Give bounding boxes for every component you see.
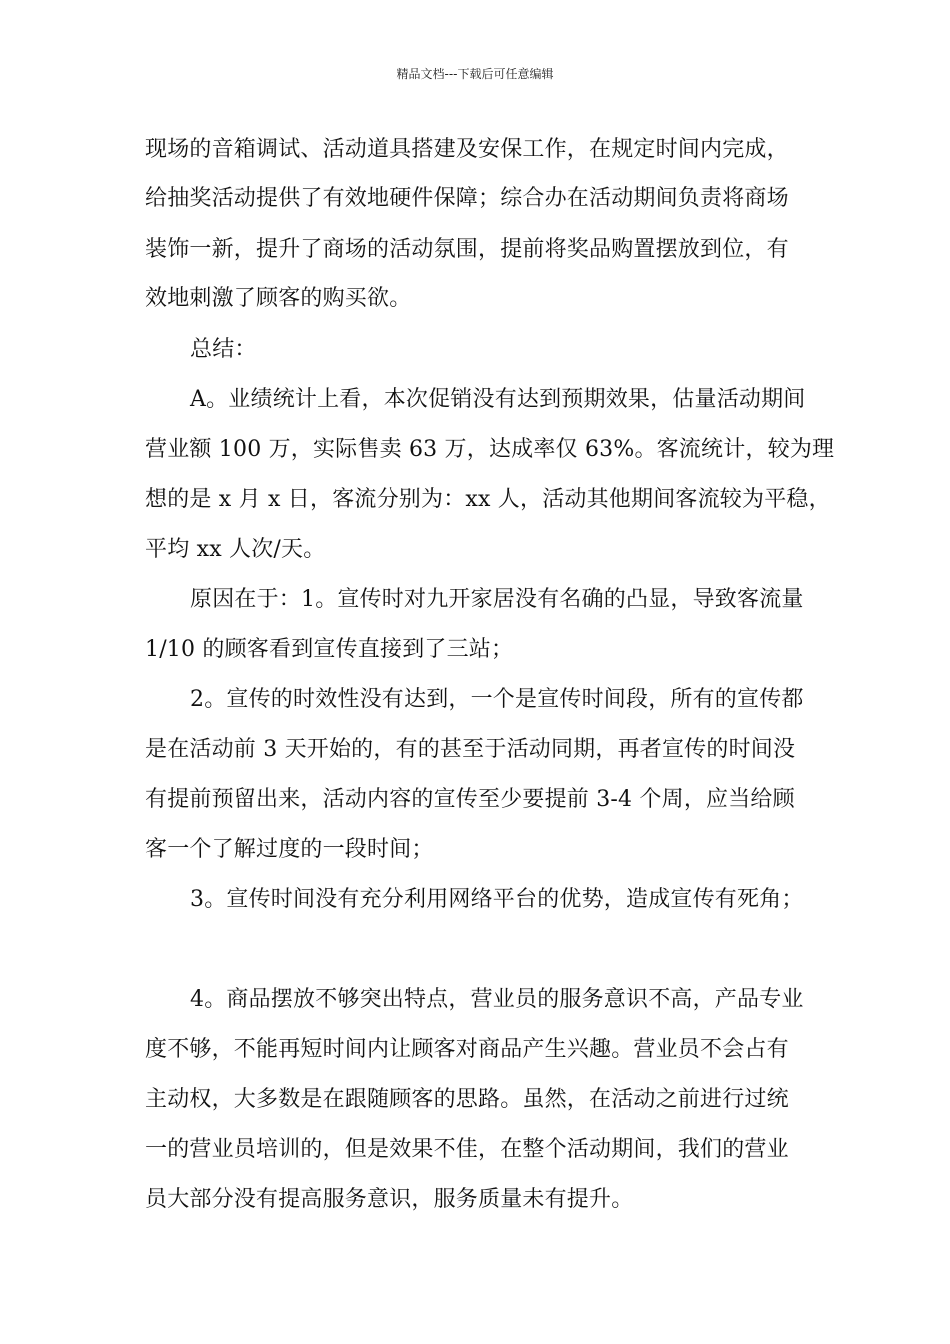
- text-line: 想的是 x 月 x 日，客流分别为：xx 人，活动其他期间客流较为平稳，: [145, 487, 831, 512]
- page-header: 精品文档---下载后可任意编辑: [396, 67, 554, 81]
- text-line: 2。宣传的时效性没有达到，一个是宣传时间段，所有的宣传都: [190, 687, 804, 712]
- text-line: 4。商品摆放不够突出特点，营业员的服务意识不高，产品专业: [190, 987, 804, 1012]
- text-line: 度不够，不能再短时间内让顾客对商品产生兴趣。营业员不会占有: [145, 1037, 789, 1062]
- text-line: 1/10 的顾客看到宣传直接到了三站；: [145, 637, 514, 662]
- text-line: 原因在于：1。宣传时对九开家居没有名确的凸显，导致客流量: [190, 587, 804, 612]
- text-line: 客一个了解过度的一段时间；: [145, 837, 434, 862]
- text-line: 装饰一新，提升了商场的活动氛围，提前将奖品购置摆放到位，有: [145, 237, 789, 262]
- text-line: 给抽奖活动提供了有效地硬件保障；综合办在活动期间负责将商场: [145, 186, 789, 211]
- text-line: 平均 xx 人次/天。: [145, 537, 326, 562]
- section-heading: 总结：: [190, 337, 257, 362]
- text-line: 员大部分没有提高服务意识，服务质量未有提升。: [145, 1187, 634, 1212]
- text-line: 一的营业员培训的，但是效果不佳，在整个活动期间，我们的营业: [145, 1137, 789, 1162]
- text-line: 主动权，大多数是在跟随顾客的思路。虽然，在活动之前进行过统: [145, 1087, 789, 1112]
- text-line: 现场的音箱调试、活动道具搭建及安保工作，在规定时间内完成，: [145, 137, 789, 162]
- text-line: 3。宣传时间没有充分利用网络平台的优势，造成宣传有死角；: [190, 887, 804, 912]
- text-line: 有提前预留出来，活动内容的宣传至少要提前 3-4 个周，应当给顾: [145, 787, 795, 812]
- text-line: 效地刺激了顾客的购买欲。: [145, 286, 412, 311]
- text-line: 是在活动前 3 天开始的，有的甚至于活动同期，再者宣传的时间没: [145, 737, 796, 762]
- text-line: 营业额 100 万，实际售卖 63 万，达成率仅 63%。客流统计，较为理: [145, 437, 835, 462]
- text-line: A。业绩统计上看，本次促销没有达到预期效果，估量活动期间: [190, 387, 806, 412]
